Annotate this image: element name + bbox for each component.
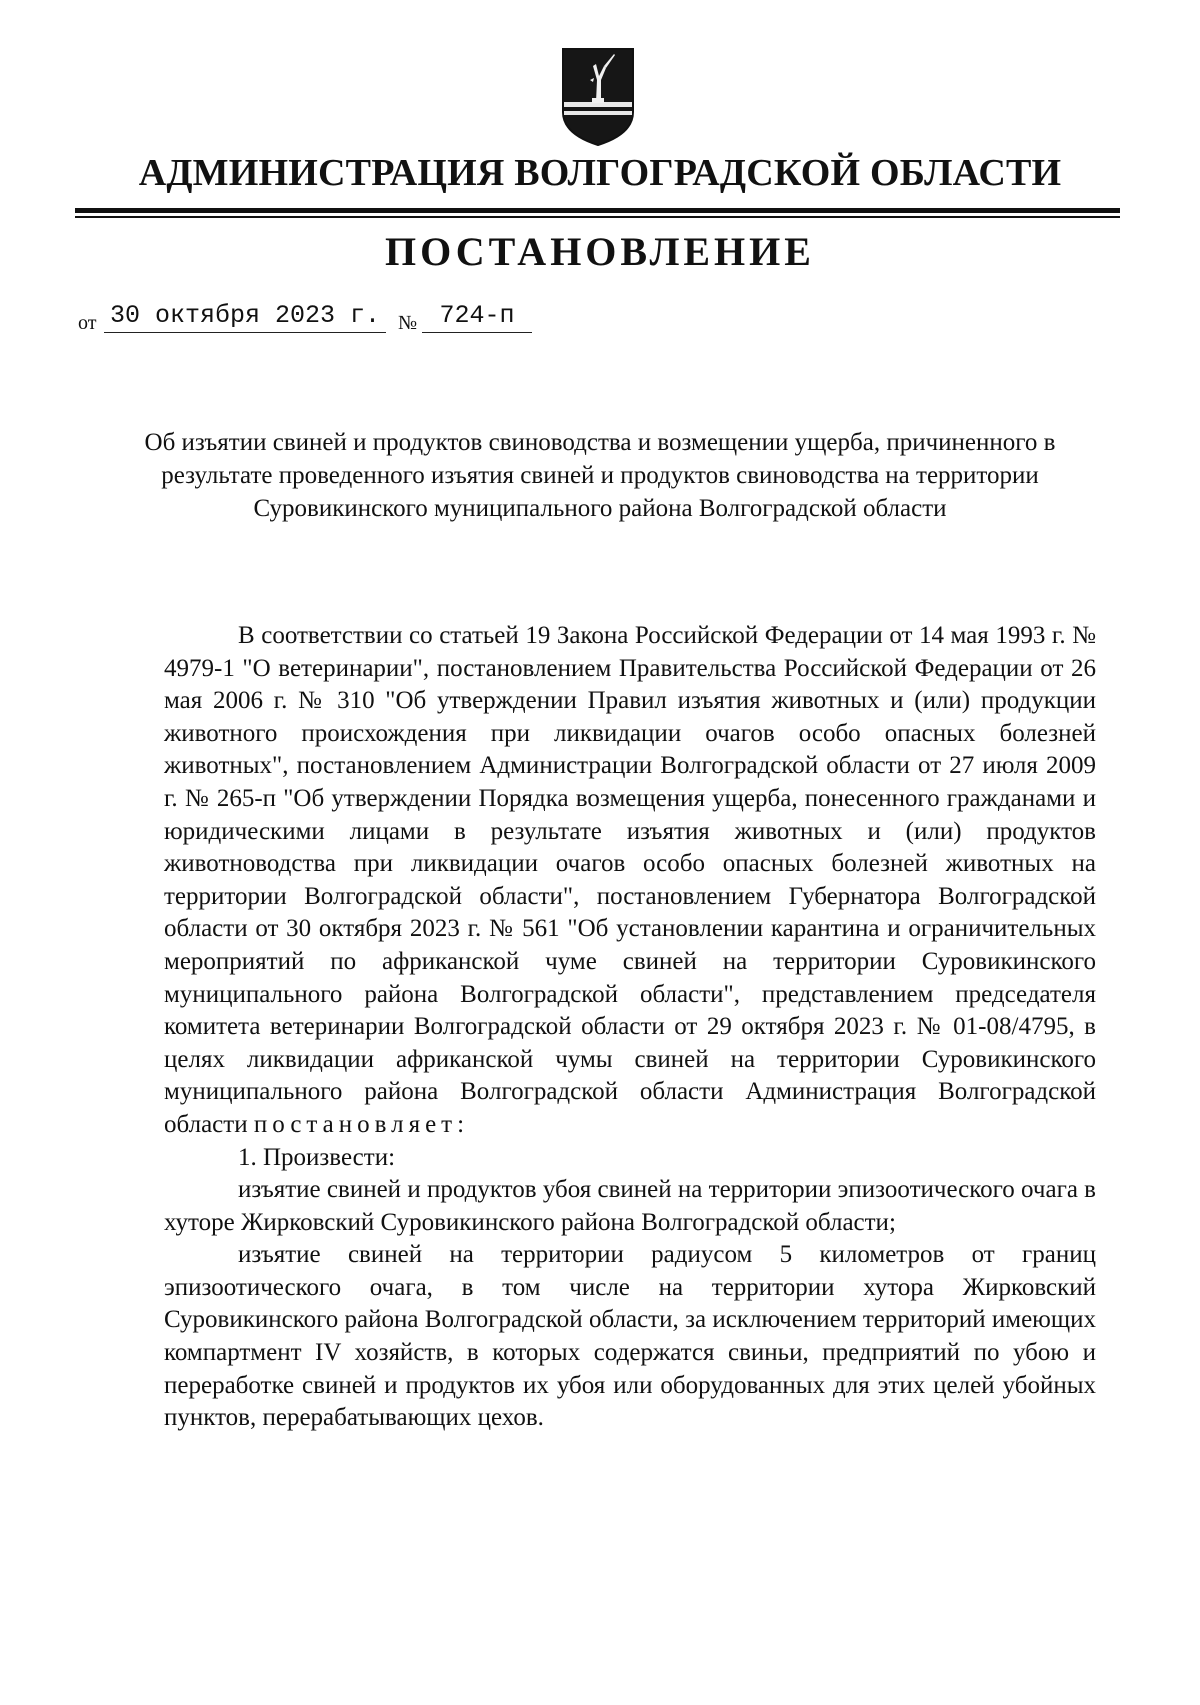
item-1-paragraph-a: изъятие свиней и продуктов убоя свиней на территории эпизоотического очага в хуторе Жирковский Суровикинского района Волгоградской области; <box>164 1176 1096 1236</box>
item-1-paragraph-b: изъятие свиней на территории радиусом 5 километров от границ эпизоотического очага, в том числе на территории хутора Жирковский Суровикинского района Волгоградской области, за исключением территорий имеющих компартмент IV хозяйств, в которых содержатся свиньи, предприятий по убою и переработке свиней и продуктов их убоя или оборудованных для этих целей убойных пунктов, перерабатывающих цехов. <box>164 1241 1096 1432</box>
header-rule-thin <box>75 216 1120 218</box>
coat-of-arms-emblem <box>560 46 636 148</box>
decree-subject: Об изъятии свиней и продуктов свиноводства и возмещении ущерба, причиненного в результате проведенного изъятия свиней и продуктов свиноводства на территории Суровикинского муниципального района Волгоградской области <box>144 429 1056 522</box>
preamble-text: В соответствии со статьей 19 Закона Российской Федерации от 14 мая 1993 г. № 4979-1 "О ветеринарии", постановлением Правительства Российской Федерации от 26 мая 2006 г. № 310 "Об утверждении Правил изъятия животных и (или) продукции животного происхождения при ликвидации очагов особо опасных болезней животных", постановлением Администрации Волгоградской области от 27 июля 2009 г. № 265-п "Об утверждении Порядка возмещения ущерба, понесенного гражданами и юридическими лицами в результате изъятия животных и (или) продуктов животноводства при ликвидации очагов особо опасных болезней животных на территории Волгоградской области", постановлением Губернатора Волгоградской области от 30 октября 2023 г. № 561 "Об установлении карантина и ограничительных мероприятий по африканской чуме свиней на территории Суровикинского муниципального района Волгоградской области", представлением председателя комитета ветеринарии Волгоградской области от 29 октября 2023 г. № 01-08/4795, в целях ликвидации африканской чумы свиней на территории Суровикинского муниципального района Волгоградской области Администрация Волгоградской области <box>164 622 1096 1138</box>
decree-word: постановляет: <box>253 1110 470 1138</box>
number-label: № <box>398 312 418 334</box>
decree-date: 30 октября 2023 г. <box>104 302 386 333</box>
decree-number: 724-п <box>422 302 532 333</box>
header-rule-thick <box>75 208 1120 213</box>
item-1-title: 1. Произвести: <box>238 1143 396 1171</box>
organization-name: АДМИНИСТРАЦИЯ ВОЛГОГРАДСКОЙ ОБЛАСТИ <box>138 152 1062 194</box>
decree-body <box>164 620 1096 1435</box>
preamble-paragraph <box>164 620 1096 1142</box>
document-type-title: ПОСТАНОВЛЕНИЕ <box>385 229 815 274</box>
date-label: от <box>78 312 97 334</box>
volgograd-coat-of-arms-icon <box>560 46 636 148</box>
